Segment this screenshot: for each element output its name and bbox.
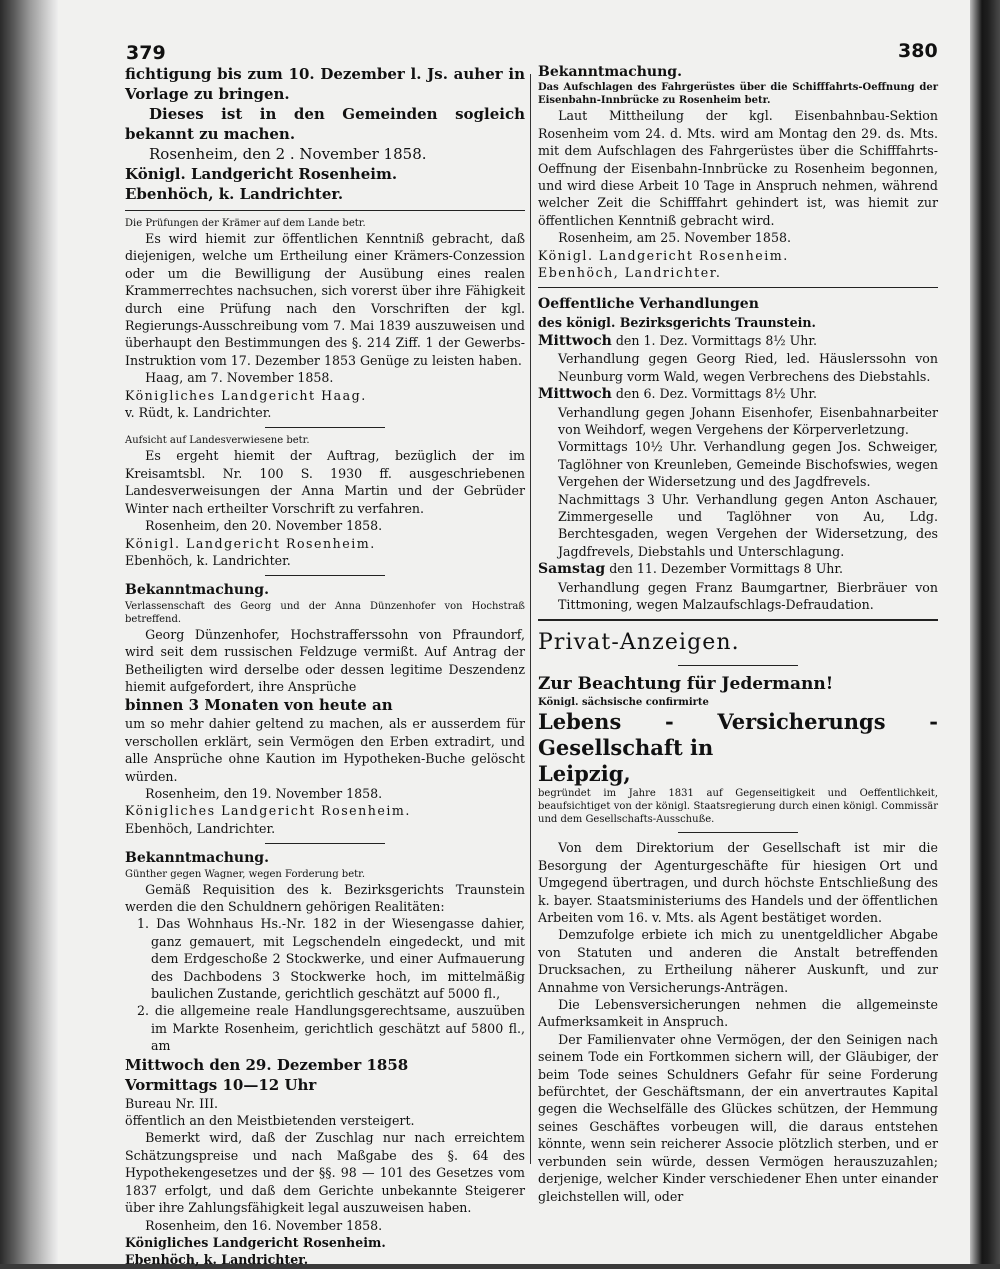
auction-date: Mittwoch den 29. Dezember 1858 bbox=[125, 1055, 409, 1074]
hearing-time: den 11. Dezember Vormittags 8 Uhr. bbox=[609, 561, 844, 577]
hearing-time: den 6. Dez. Vormittags 8½ Uhr. bbox=[615, 386, 817, 402]
signature: Ebenhöch, Landrichter. bbox=[538, 265, 722, 281]
notice-date: Rosenheim, den 2 . November 1858. bbox=[149, 145, 427, 163]
signature: v. Rüdt, k. Landrichter. bbox=[125, 405, 272, 421]
list-item: 2. die allgemeine reale Handlungsgerechtsame, auszuüben im Markte Rosenheim, gerichtlich geschätzt auf 5800 fl., am bbox=[137, 1003, 525, 1054]
ad-subheadline: Königl. sächsische confirmirte bbox=[538, 697, 709, 709]
ad-paragraph: Von dem Direktorium der Gesellschaft ist mir die Besorgung der Agenturgeschäfte für hiesigen Ort und Umgegend übertragen, und durch höchste Entschließung des k. bayer. Staatsministeriums des Handels und der öffentlichen Arbeiten vom 16. v. Mts. als Agent bestätiget worden. bbox=[538, 840, 938, 925]
page-number-right: 380 bbox=[898, 40, 938, 62]
notice-body: Laut Mittheilung der kgl. Eisenbahnbau-Sektion Rosenheim vom 24. d. Mts. wird am Montag den 29. ds. Mts. mit dem Aufschlagen des Fahrgerüstes über die Schifffahrts-Oeffnung der Eisenbahn-Innbrücke zu Rosenheim begonnen, und wird diese Arbeit 10 Tage in Anspruch nehmen, während welcher Zeit die Schifffahrt gehindert ist, was hiemit zur öffentlichen Kenntniß gebracht wird. bbox=[538, 108, 938, 228]
book-gutter bbox=[970, 0, 1000, 1264]
separator bbox=[538, 287, 938, 288]
separator bbox=[265, 843, 385, 844]
right-column bbox=[538, 40, 938, 1205]
signature: Ebenhöch, k. Landrichter. bbox=[125, 552, 291, 568]
publication-note: Dieses ist in den Gemeinden sogleich bekannt zu machen. bbox=[125, 105, 525, 143]
separator bbox=[265, 427, 385, 428]
hearing-text: Verhandlung gegen Johann Eisenhofer, Eisenbahnarbeiter von Weihdorf, wegen Vergehens der Körperverletzung. bbox=[558, 404, 938, 437]
signature: Ebenhöch, k. Landrichter. bbox=[125, 1252, 309, 1268]
signature: Ebenhöch, k. Landrichter. bbox=[125, 185, 344, 203]
separator bbox=[678, 665, 798, 666]
notice-date: Rosenheim, den 16. November 1858. bbox=[145, 1217, 383, 1233]
bureau-number: Bureau Nr. III. bbox=[125, 1095, 219, 1111]
notice-body: Es ergeht hiemit der Auftrag, bezüglich der im Kreisamtsbl. Nr. 100 S. 1930 ff. ausgeschriebenen Landesverweisungen der Anna Martin und der Gebrüder Winter nach ertheilter Vorschrift zu verfahren. bbox=[125, 448, 525, 516]
ad-paragraph: Der Familienvater ohne Vermögen, der den Seinigen nach seinem Tode ein Fortkommen sichern will, der Gläubiger, der beim Tode seines Schuldners Gefahr für seine Forderung befürchtet, der Geschäftsmann, der ein anvertrautes Kapital gegen die Wechselfälle des Glückes schützen, der Hemmung seines Geschäftes vorbeugen will, die daraus entstehen könnte, wenn sein reicherer Associe plötzlich sterben, und er verbunden sein würde, dessen Vermögen herauszuzahlen; derjenige, welcher Kinder verschiedener Ehen unter einander gleichstellen will, oder bbox=[538, 1031, 938, 1204]
notice-subject: Aufsicht auf Landesverwiesene betr. bbox=[125, 435, 310, 447]
signature: Ebenhöch, Landrichter. bbox=[125, 820, 276, 836]
notice-subject: Verlassenschaft des Georg und der Anna Dünzenhofer von Hochstraß betreffend. bbox=[125, 600, 525, 625]
notice-subject: Günther gegen Wagner, wegen Forderung betr. bbox=[125, 868, 365, 880]
section-title: Oeffentliche Verhandlungen bbox=[538, 296, 759, 313]
notice-body: um so mehr dahier geltend zu machen, als er ausserdem für verschollen erklärt, sein Vermögen den Erben extradirt, und alle Ansprüche ohne Kaution im Hypotheken-Buche gelöscht würden. bbox=[125, 716, 525, 784]
notice-body: öffentlich an den Meistbietenden versteigert. bbox=[125, 1113, 415, 1129]
separator bbox=[538, 619, 938, 621]
ad-company-info: begründet im Jahre 1831 auf Gegenseitigkeit und Oeffentlichkeit, beaufsichtiget von der königl. Staatsregierung durch einen königl. Commissär und dem Gesellschafts-Ausschuße. bbox=[538, 788, 938, 826]
ad-paragraph: Die Lebensversicherungen nehmen die allgemeinste Aufmerksamkeit in Anspruch. bbox=[538, 997, 938, 1030]
notice-title: Bekanntmachung. bbox=[538, 64, 682, 80]
left-page-edge bbox=[0, 0, 58, 1264]
ad-company-city: Leipzig, bbox=[538, 761, 631, 787]
ad-company-name: Lebens - Versicherungs - Gesellschaft in bbox=[538, 709, 938, 761]
court-name: Königliches Landgericht Haag. bbox=[125, 387, 367, 403]
hearing-text: Verhandlung gegen Georg Ried, led. Häuslerssohn von Neunburg vorm Wald, wegen Verbrechens des Diebstahls. bbox=[558, 351, 938, 384]
separator bbox=[125, 210, 525, 211]
notice-subject: Die Prüfungen der Krämer auf dem Lande betr. bbox=[125, 218, 366, 229]
auction-time: Vormittags 10—12 Uhr bbox=[125, 1075, 317, 1094]
notice-body: Georg Dünzenhofer, Hochstrafferssohn von Pfraundorf, wird seit dem russischen Feldzuge vermißt. Auf Antrag der Betheiligten wird derselbe oder dessen legitime Deszendenz hiemit aufgefordert, ihre Ansprüche bbox=[125, 626, 525, 694]
section-subtitle: des königl. Bezirksgerichts Traunstein. bbox=[538, 315, 816, 331]
court-name: Königl. Landgericht Rosenheim. bbox=[125, 535, 376, 551]
notice-body: Gemäß Requisition des k. Bezirksgerichts Traunstein werden die den Schuldnern gehörigen Realitäten: bbox=[125, 881, 525, 914]
notice-date: Rosenheim, am 25. November 1858. bbox=[558, 230, 791, 246]
notice-date: Rosenheim, den 19. November 1858. bbox=[145, 785, 383, 801]
separator bbox=[678, 832, 798, 833]
column-divider bbox=[530, 74, 531, 1164]
notice-date: Haag, am 7. November 1858. bbox=[145, 370, 334, 386]
court-name: Königliches Landgericht Rosenheim. bbox=[125, 1234, 386, 1250]
notice-body: Es wird hiemit zur öffentlichen Kenntniß gebracht, daß diejenigen, welche um Ertheilung einer Krämers-Conzession oder um die Bewilligung der Ausübung eines realen Krammerrechtes nachsuchen, sich vorerst über ihre Fähigkeit durch eine Prüfung nach den Vorschriften der kgl. Regierungs-Ausschreibung vom 7. Mai 1839 auszuweisen und überhaupt den Bestimmungen des §. 214 Ziff. 1 der Gewerbs-Instruktion vom 17. Dezember 1853 Genüge zu leisten haben. bbox=[125, 231, 525, 368]
hearing-text: Verhandlung gegen Franz Baumgartner, Bierbräuer von Tittmoning, wegen Malzaufschlags-Defraudation. bbox=[558, 579, 938, 612]
ad-paragraph: Demzufolge erbiete ich mich zu unentgeldlicher Abgabe von Statuten und anderen die Anstalt betreffenden Drucksachen, zu Ertheilung näherer Auskunft, und zur Annahme von Versicherungs-Anträgen. bbox=[538, 927, 938, 995]
court-name: Königliches Landgericht Rosenheim. bbox=[125, 803, 411, 819]
notice-subject: Das Aufschlagen des Fahrgerüstes über die Schifffahrts-Oeffnung der Eisenbahn-Innbrücke zu Rosenheim betr. bbox=[538, 82, 938, 107]
court-name: Königl. Landgericht Rosenheim. bbox=[125, 165, 398, 183]
continuation-text: fichtigung bis zum 10. Dezember l. Js. auher in Vorlage zu bringen. bbox=[125, 65, 525, 103]
hearing-day: Mittwoch bbox=[538, 332, 612, 349]
hearing-text: Vormittags 10½ Uhr. Verhandlung gegen Jos. Schweiger, Taglöhner von Kreunleben, Gemeinde Bischofswies, wegen Vergehen der Widersetzung und des Jagdfrevels. bbox=[558, 439, 938, 490]
section-title: Privat-Anzeigen. bbox=[538, 630, 740, 656]
notice-title: Bekanntmachung. bbox=[125, 850, 269, 867]
hearing-text: Nachmittags 3 Uhr. Verhandlung gegen Anton Aschauer, Zimmergeselle und Taglöhner von Au, Ldg. Berchtesgaden, wegen Vergehen der Widersetzung, des Jagdfrevels, Diebstahls und Unterschlagung. bbox=[558, 491, 938, 559]
court-name: Königl. Landgericht Rosenheim. bbox=[538, 247, 789, 263]
notice-title: Bekanntmachung. bbox=[125, 582, 269, 599]
ad-headline: Zur Beachtung für Jedermann! bbox=[538, 674, 834, 695]
page-number-left: 379 bbox=[126, 42, 166, 64]
deadline-highlight: binnen 3 Monaten von heute an bbox=[125, 696, 393, 715]
left-column bbox=[125, 40, 525, 1269]
hearing-day: Mittwoch bbox=[538, 386, 612, 403]
separator bbox=[265, 575, 385, 576]
hearing-time: den 1. Dez. Vormittags 8½ Uhr. bbox=[615, 332, 817, 348]
notice-body: Bemerkt wird, daß der Zuschlag nur nach erreichtem Schätzungspreise und nach Maßgabe des §. 64 des Hypothekengesetzes und der §§. 98 — 101 des Gesetzes vom 1837 erfolgt, und daß dem Gerichte unbekannte Steigerer über ihre Zahlungsfähigkeit legal auszuweisen haben. bbox=[125, 1130, 525, 1216]
notice-date: Rosenheim, den 20. November 1858. bbox=[145, 518, 383, 534]
hearing-day: Samstag bbox=[538, 561, 606, 578]
list-item: 1. Das Wohnhaus Hs.-Nr. 182 in der Wiesengasse dahier, ganz gemauert, mit Legschendeln eingedeckt, und mit dem Erdgeschoße 2 Stockwerke, und einer Aufmauerung des Dachbodens 3 Stockwerke hoch, im mittelmäßig baulichen Zustande, gerichtlich geschätzt auf 5000 fl., bbox=[137, 916, 525, 1002]
